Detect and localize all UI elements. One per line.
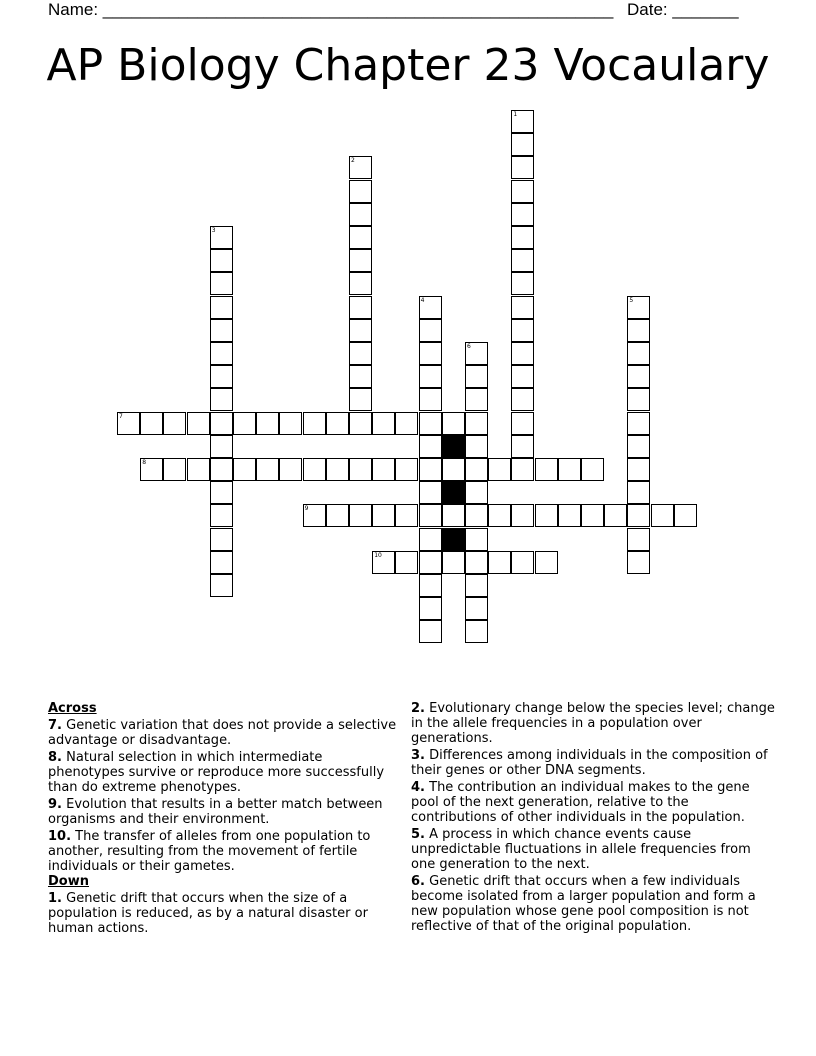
grid-cell[interactable] bbox=[558, 504, 581, 527]
grid-cell[interactable] bbox=[627, 296, 650, 319]
grid-cell[interactable] bbox=[511, 272, 534, 295]
grid-cell[interactable] bbox=[488, 458, 511, 481]
grid-cell[interactable] bbox=[256, 458, 279, 481]
clue-number: 3. bbox=[411, 748, 425, 763]
grid-cell[interactable] bbox=[349, 156, 372, 179]
clue-number-label: 8 bbox=[142, 459, 147, 466]
grid-cell[interactable] bbox=[627, 319, 650, 342]
grid-cell[interactable] bbox=[233, 412, 256, 435]
grid-cell[interactable] bbox=[627, 412, 650, 435]
grid-cell[interactable] bbox=[627, 388, 650, 411]
grid-cell[interactable] bbox=[349, 272, 372, 295]
grid-cell[interactable] bbox=[511, 133, 534, 156]
grid-cell[interactable] bbox=[627, 365, 650, 388]
grid-cell[interactable] bbox=[233, 458, 256, 481]
grid-cell[interactable] bbox=[511, 551, 534, 574]
clues-right-column bbox=[411, 701, 776, 934]
grid-cell[interactable] bbox=[511, 342, 534, 365]
clue-across-9 bbox=[48, 797, 398, 827]
grid-cell[interactable] bbox=[210, 249, 233, 272]
down-heading: Down bbox=[48, 874, 89, 889]
grid-cell[interactable] bbox=[210, 342, 233, 365]
grid-cell[interactable] bbox=[465, 504, 488, 527]
clue-text: Evolution that results in a better match between organisms and their environment. bbox=[48, 797, 383, 827]
grid-cell[interactable] bbox=[627, 458, 650, 481]
clue-down-3 bbox=[411, 748, 776, 778]
grid-cell[interactable] bbox=[651, 504, 674, 527]
grid-cell[interactable] bbox=[140, 412, 163, 435]
clue-across-10 bbox=[48, 829, 398, 874]
grid-cell[interactable] bbox=[511, 203, 534, 226]
clue-text: Natural selection in which intermediate phenotypes survive or reproduce more successfully than do extreme phenotypes. bbox=[48, 750, 385, 795]
grid-cell[interactable] bbox=[511, 319, 534, 342]
clue-across-8 bbox=[48, 750, 398, 795]
grid-cell[interactable] bbox=[465, 342, 488, 365]
grid-cell[interactable] bbox=[511, 412, 534, 435]
grid-cell[interactable] bbox=[488, 504, 511, 527]
grid-cell[interactable] bbox=[419, 435, 442, 458]
grid-cell[interactable] bbox=[210, 296, 233, 319]
grid-cell[interactable] bbox=[535, 458, 558, 481]
grid-cell[interactable] bbox=[465, 412, 488, 435]
grid-cell[interactable] bbox=[372, 551, 395, 574]
grid-cell[interactable] bbox=[326, 504, 349, 527]
grid-cell[interactable] bbox=[442, 504, 465, 527]
clue-number: 8. bbox=[48, 750, 62, 765]
grid-cell[interactable] bbox=[511, 110, 534, 133]
grid-cell[interactable] bbox=[511, 296, 534, 319]
grid-cell[interactable] bbox=[140, 458, 163, 481]
grid-cell[interactable] bbox=[163, 412, 186, 435]
grid-cell[interactable] bbox=[627, 504, 650, 527]
clue-number-label: 1 bbox=[513, 111, 518, 118]
grid-cell[interactable] bbox=[442, 458, 465, 481]
grid-cell[interactable] bbox=[210, 528, 233, 551]
grid-cell[interactable] bbox=[419, 365, 442, 388]
clue-text: A process in which chance events cause unpredictable fluctuations in allele frequencies from one generation to the next. bbox=[411, 827, 751, 872]
black-cell bbox=[442, 481, 465, 504]
grid-cell[interactable] bbox=[488, 551, 511, 574]
clue-number-label: 10 bbox=[374, 551, 382, 559]
grid-cell[interactable] bbox=[627, 435, 650, 458]
grid-cell[interactable] bbox=[349, 319, 372, 342]
grid-cell[interactable] bbox=[465, 597, 488, 620]
grid-cell[interactable] bbox=[349, 180, 372, 203]
clue-number: 2. bbox=[411, 701, 425, 716]
clue-down-5 bbox=[411, 827, 776, 872]
grid-cell[interactable] bbox=[372, 504, 395, 527]
clues-left-column bbox=[48, 701, 398, 936]
grid-cell[interactable] bbox=[465, 574, 488, 597]
black-cell bbox=[442, 435, 465, 458]
grid-cell[interactable] bbox=[303, 412, 326, 435]
grid-cell[interactable] bbox=[419, 296, 442, 319]
grid-cell[interactable] bbox=[419, 504, 442, 527]
grid-cell[interactable] bbox=[210, 574, 233, 597]
grid-cell[interactable] bbox=[511, 180, 534, 203]
grid-cell[interactable] bbox=[627, 528, 650, 551]
grid-cell[interactable] bbox=[581, 504, 604, 527]
grid-cell[interactable] bbox=[349, 203, 372, 226]
grid-cell[interactable] bbox=[349, 296, 372, 319]
clue-text: The transfer of alleles from one population to another, resulting from the movement of fertile individuals or their gametes. bbox=[48, 829, 371, 874]
grid-cell[interactable] bbox=[604, 504, 627, 527]
clue-down-2 bbox=[411, 701, 776, 746]
grid-cell[interactable] bbox=[465, 481, 488, 504]
grid-cell[interactable] bbox=[210, 458, 233, 481]
grid-cell[interactable] bbox=[303, 458, 326, 481]
grid-cell[interactable] bbox=[419, 481, 442, 504]
grid-cell[interactable] bbox=[349, 458, 372, 481]
grid-cell[interactable] bbox=[465, 528, 488, 551]
grid-cell[interactable] bbox=[511, 458, 534, 481]
clue-number: 5. bbox=[411, 827, 425, 842]
grid-cell[interactable] bbox=[349, 388, 372, 411]
clue-number-label: 5 bbox=[629, 296, 634, 304]
clue-number-label: 9 bbox=[304, 505, 309, 513]
grid-cell[interactable] bbox=[279, 458, 302, 481]
grid-cell[interactable] bbox=[372, 458, 395, 481]
grid-cell[interactable] bbox=[465, 365, 488, 388]
grid-cell[interactable] bbox=[511, 388, 534, 411]
grid-cell[interactable] bbox=[349, 226, 372, 249]
grid-cell[interactable] bbox=[210, 319, 233, 342]
grid-cell[interactable] bbox=[511, 226, 534, 249]
grid-cell[interactable] bbox=[465, 551, 488, 574]
grid-cell[interactable] bbox=[465, 458, 488, 481]
clue-text: Genetic variation that does not provide a selective advantage or disadvantage. bbox=[48, 718, 397, 748]
grid-cell[interactable] bbox=[419, 620, 442, 643]
grid-cell[interactable] bbox=[511, 249, 534, 272]
grid-cell[interactable] bbox=[419, 342, 442, 365]
grid-cell[interactable] bbox=[419, 574, 442, 597]
black-cell bbox=[442, 528, 465, 551]
grid-cell[interactable] bbox=[581, 458, 604, 481]
clue-number-label: 4 bbox=[420, 296, 425, 304]
clue-number: 6. bbox=[411, 874, 425, 889]
grid-cell[interactable] bbox=[349, 365, 372, 388]
clue-text: Differences among individuals in the composition of their genes or other DNA segments. bbox=[411, 748, 768, 778]
clue-number: 7. bbox=[48, 718, 62, 733]
grid-cell[interactable] bbox=[210, 481, 233, 504]
grid-cell[interactable] bbox=[279, 412, 302, 435]
grid-cell[interactable] bbox=[256, 412, 279, 435]
grid-cell[interactable] bbox=[535, 551, 558, 574]
grid-cell[interactable] bbox=[395, 412, 418, 435]
clue-across-7 bbox=[48, 718, 398, 748]
grid-cell[interactable] bbox=[349, 249, 372, 272]
grid-cell[interactable] bbox=[419, 597, 442, 620]
grid-cell[interactable] bbox=[210, 551, 233, 574]
clue-number-label: 2 bbox=[351, 157, 355, 165]
clue-number: 9. bbox=[48, 797, 62, 812]
across-heading: Across bbox=[48, 701, 97, 716]
grid-cell[interactable] bbox=[674, 504, 697, 527]
grid-cell[interactable] bbox=[349, 504, 372, 527]
grid-cell[interactable] bbox=[511, 504, 534, 527]
grid-cell[interactable] bbox=[395, 504, 418, 527]
grid-cell[interactable] bbox=[210, 504, 233, 527]
grid-cell[interactable] bbox=[627, 551, 650, 574]
grid-cell[interactable] bbox=[419, 319, 442, 342]
clue-text: The contribution an individual makes to the gene pool of the next generation, relative to the contributions of other individuals in the population. bbox=[411, 780, 750, 825]
clue-text: Genetic drift that occurs when a few individuals become isolated from a larger population and form a new population whose gene pool composition is not reflective of that of the original population. bbox=[411, 874, 756, 934]
page-title: AP Biology Chapter 23 Vocaulary bbox=[46, 40, 770, 91]
grid-cell[interactable] bbox=[627, 481, 650, 504]
clue-number: 10. bbox=[48, 829, 72, 844]
grid-cell[interactable] bbox=[419, 551, 442, 574]
clue-text: Genetic drift that occurs when the size of a population is reduced, as by a natural disaster or human actions. bbox=[48, 891, 368, 936]
grid-cell[interactable] bbox=[210, 365, 233, 388]
grid-cell[interactable] bbox=[187, 412, 210, 435]
grid-cell[interactable] bbox=[511, 435, 534, 458]
clue-text: Evolutionary change below the species level; change in the allele frequencies in a population over generations. bbox=[411, 701, 775, 746]
date-field: Date: _______ bbox=[627, 0, 739, 19]
grid-cell[interactable] bbox=[535, 504, 558, 527]
grid-cell[interactable] bbox=[210, 388, 233, 411]
grid-cell[interactable] bbox=[187, 458, 210, 481]
grid-cell[interactable] bbox=[465, 620, 488, 643]
grid-cell[interactable] bbox=[511, 156, 534, 179]
grid-cell[interactable] bbox=[210, 272, 233, 295]
grid-cell[interactable] bbox=[395, 458, 418, 481]
grid-cell[interactable] bbox=[372, 412, 395, 435]
grid-cell[interactable] bbox=[349, 342, 372, 365]
grid-cell[interactable] bbox=[303, 504, 326, 527]
grid-cell[interactable] bbox=[465, 388, 488, 411]
clue-down-6 bbox=[411, 874, 776, 934]
grid-cell[interactable] bbox=[442, 412, 465, 435]
grid-cell[interactable] bbox=[326, 458, 349, 481]
grid-cell[interactable] bbox=[442, 551, 465, 574]
clue-number: 1. bbox=[48, 891, 62, 906]
grid-cell[interactable] bbox=[419, 388, 442, 411]
grid-cell[interactable] bbox=[465, 435, 488, 458]
grid-cell[interactable] bbox=[511, 365, 534, 388]
grid-cell[interactable] bbox=[326, 412, 349, 435]
name-field: Name: ______________________________________________________ bbox=[48, 0, 614, 19]
grid-cell[interactable] bbox=[419, 412, 442, 435]
grid-cell[interactable] bbox=[210, 226, 233, 249]
clue-number-label: 3 bbox=[211, 227, 216, 234]
clue-down-4 bbox=[411, 780, 776, 825]
grid-cell[interactable] bbox=[419, 458, 442, 481]
grid-cell[interactable] bbox=[627, 342, 650, 365]
grid-cell[interactable] bbox=[419, 528, 442, 551]
clue-number-label: 7 bbox=[119, 412, 123, 420]
grid-cell[interactable] bbox=[163, 458, 186, 481]
grid-cell[interactable] bbox=[395, 551, 418, 574]
clue-number: 4. bbox=[411, 780, 425, 795]
grid-cell[interactable] bbox=[210, 412, 233, 435]
grid-cell[interactable] bbox=[349, 412, 372, 435]
grid-cell[interactable] bbox=[210, 435, 233, 458]
clue-down-1 bbox=[48, 891, 398, 936]
grid-cell[interactable] bbox=[117, 412, 140, 435]
grid-cell[interactable] bbox=[558, 458, 581, 481]
clue-number-label: 6 bbox=[467, 343, 471, 350]
